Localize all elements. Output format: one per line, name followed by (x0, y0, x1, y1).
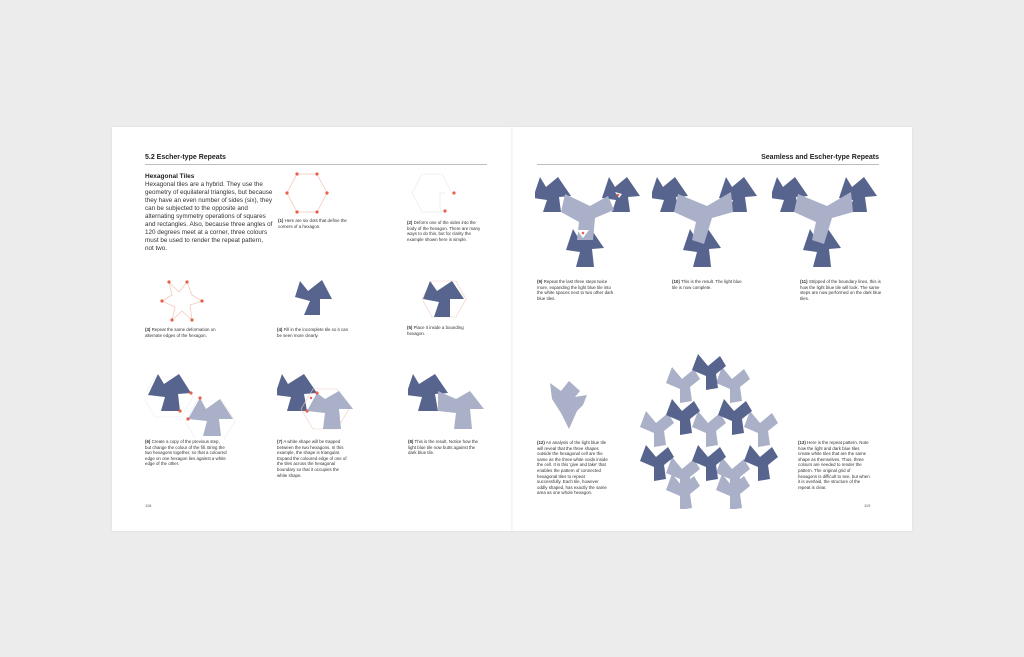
caption-7: (7) A white shape will be trapped between the two hexagons. In this example, the shape is triangular. Expand the coloured edge of one of the tiles across the hexagonal boundary so that it occupies the white shape. (277, 439, 347, 478)
caption-9: (9) Repeat the last three steps twice more, expanding the light blue tile into the white spaces next to two other dark blue tiles. (537, 279, 614, 301)
bounded-tile-icon (420, 277, 470, 322)
dark-tile-icon (292, 277, 342, 322)
intro-title: Hexagonal Tiles (145, 173, 195, 180)
deformed-hexagon-icon (407, 169, 467, 219)
complete-light-tile-icon (652, 172, 767, 272)
caption-10: (10) This is the result. The light blue tile is now complete. (672, 279, 742, 290)
stripped-tile-icon (772, 172, 887, 272)
hexagon-dots-icon (282, 169, 342, 219)
caption-13: (13) Here is the repeat pattern. Note how the light and dark blue tiles create white tiles that are the same shape as themselves. Thus, three colours are needed to render the pattern. The original grid of hexagons is difficult to see, but when it is overlaid, the structure of the repeat is clear. (798, 440, 870, 490)
caption-11: (11) Stripped of the boundary lines, this is how the light blue tile will look. The same steps are now performed on the dark blue tiles. (800, 279, 882, 301)
caption-2: (2) Deform one of the sides into the body of the hexagon. There are many ways to do this, but for clarity the example shown here is simple. (407, 220, 481, 242)
right-header-rule (537, 164, 879, 165)
repeat-pattern-icon (640, 349, 790, 509)
intro-body: Hexagonal tiles are a hybrid. They use the geometry of equilateral triangles, but because they have an even number of sides (six), they can be subjected to the opposite and alternating symmetry operations of squares and rectangles. Also, because three angles of 120 degrees meet at a corner, three colours must be used to render the repeat pattern, not two. (145, 181, 273, 252)
two-tiles-icon (145, 369, 245, 439)
caption-12: (12) An analysis of the light blue tile will reveal that the three shapes outside the hexagonal cell are the same as the three white voids inside the cell. It is this 'give and take' that enables the pattern of connected hexagonal tiles to repeat successfully. Each tile, however oddly shaped, has exactly the same area as one whole hexagon. (537, 440, 608, 496)
caption-6: (6) Create a copy of the previous step, but change the colour of the fill. Bring the two hexagons together, so that a coloured edge on one hexagon lies against a white edge of the other. (145, 439, 227, 467)
caption-5: (5) Place it inside a bounding hexagon. (407, 325, 464, 336)
caption-3: (3) Repeat the same deformation on alternate edges of the hexagon. (145, 327, 216, 338)
caption-1: (1) Here are six dots that define the corners of a hexagon. (278, 218, 347, 229)
book-spread (112, 127, 912, 531)
left-header-rule (145, 164, 487, 165)
caption-4: (4) Fill in the incomplete tile so it can be seen more clearly. (277, 327, 349, 338)
caption-8: (8) This is the result. Notice how the light blue tile now butts against the dark blue tile. (408, 439, 478, 456)
gutter (511, 127, 513, 531)
trapped-shape-icon (277, 369, 367, 439)
right-running-head: Seamless and Escher-type Repeats (761, 154, 879, 161)
result-tile-icon (408, 369, 498, 439)
left-running-head: 5.2 Escher-type Repeats (145, 154, 226, 161)
left-page-number: 118 (145, 503, 152, 508)
light-tile-analysis-icon (547, 379, 607, 434)
tile-outline-icon (157, 277, 217, 327)
right-page-number: 119 (864, 503, 871, 508)
expanded-tiles-icon (535, 172, 650, 272)
